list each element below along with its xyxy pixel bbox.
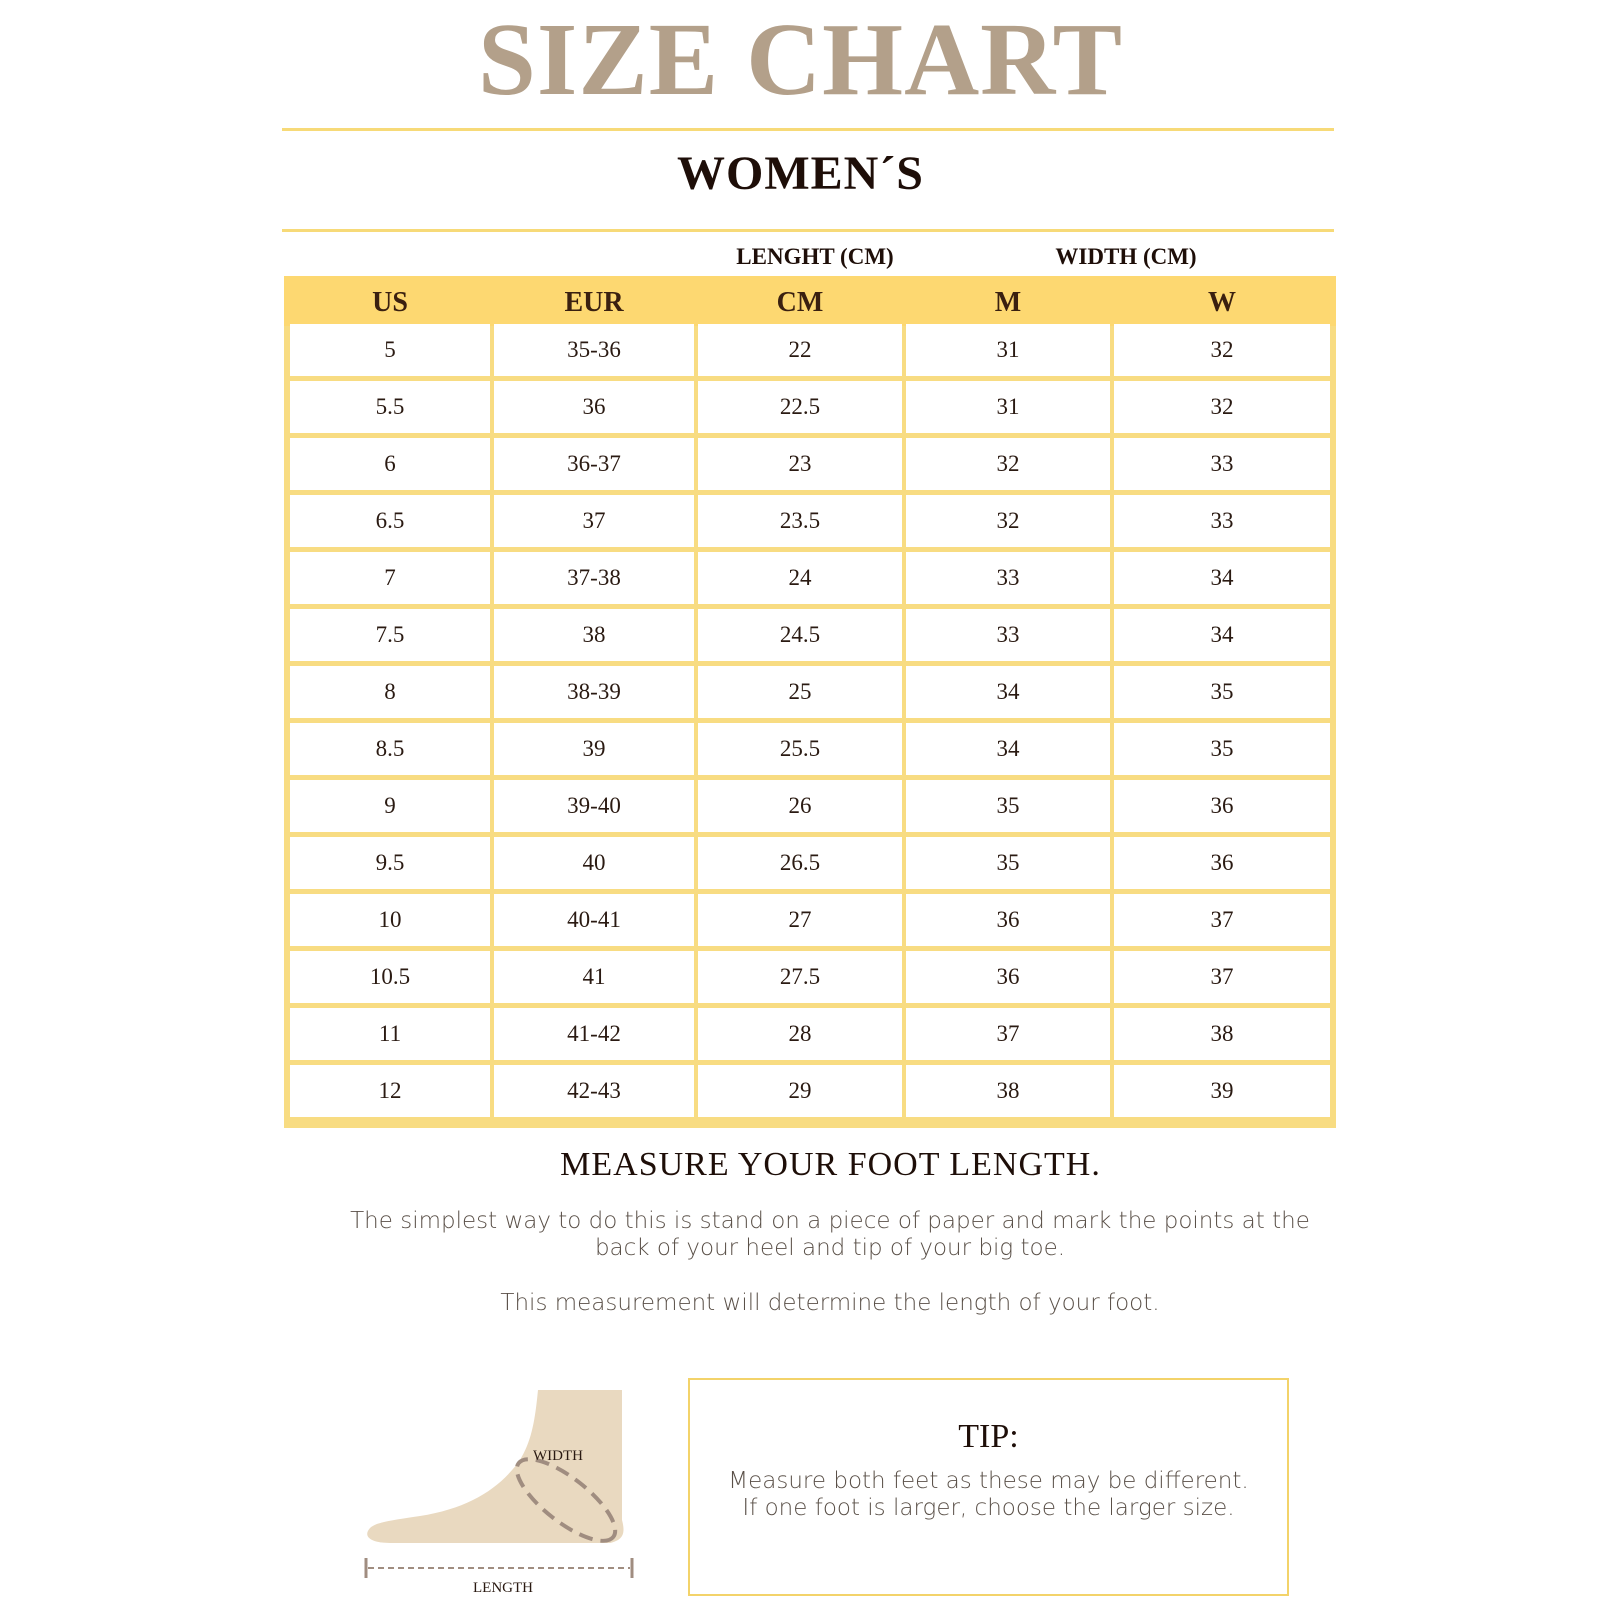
width-label: WIDTH [533,1448,583,1464]
cell-eur: 37 [494,495,694,547]
cell-w: 38 [1114,1008,1330,1060]
tip-title: TIP: [958,1418,1019,1455]
header-us: US [372,287,408,318]
cell-w: 33 [1114,438,1330,490]
cell-us: 9.5 [290,837,490,889]
cell-us: 6.5 [290,495,490,547]
cell-cm: 22 [698,324,902,376]
measure-note: This measurement will determine the length of your foot. [500,1290,1160,1316]
cell-m: 31 [906,381,1110,433]
cell-m: 35 [906,780,1110,832]
cell-m: 35 [906,837,1110,889]
cell-m: 38 [906,1065,1110,1117]
table-row [290,438,1330,490]
length-group-label: LENGHT (CM) [736,244,894,269]
cell-us: 10 [290,894,490,946]
cell-eur: 40 [494,837,694,889]
cell-m: 36 [906,894,1110,946]
table-row [290,780,1330,832]
measure-heading: MEASURE YOUR FOOT LENGTH. [560,1146,1101,1183]
table-row [290,609,1330,661]
table-row [290,324,1330,376]
table-row [290,837,1330,889]
cell-eur: 38 [494,609,694,661]
header-w: W [1208,287,1236,318]
table-row [290,666,1330,718]
cell-w: 35 [1114,666,1330,718]
cell-w: 37 [1114,951,1330,1003]
cell-w: 39 [1114,1065,1330,1117]
cell-us: 5 [290,324,490,376]
cell-w: 32 [1114,381,1330,433]
cell-m: 32 [906,438,1110,490]
cell-m: 31 [906,324,1110,376]
table-header [284,276,1336,326]
cell-eur: 38-39 [494,666,694,718]
cell-us: 10.5 [290,951,490,1003]
cell-eur: 41 [494,951,694,1003]
cell-cm: 23 [698,438,902,490]
cell-cm: 24.5 [698,609,902,661]
cell-w: 36 [1114,837,1330,889]
table-row [290,381,1330,433]
table-row [290,894,1330,946]
cell-w: 37 [1114,894,1330,946]
table-row [290,552,1330,604]
cell-m: 37 [906,1008,1110,1060]
cell-w: 34 [1114,609,1330,661]
cell-w: 35 [1114,723,1330,775]
page-title: SIZE CHART [478,2,1123,117]
table-row [290,1065,1330,1117]
cell-us: 5.5 [290,381,490,433]
cell-us: 9 [290,780,490,832]
table-row [290,951,1330,1003]
cell-us: 7.5 [290,609,490,661]
cell-us: 8 [290,666,490,718]
cell-m: 32 [906,495,1110,547]
section-divider [282,229,1334,232]
cell-m: 33 [906,552,1110,604]
cell-eur: 39-40 [494,780,694,832]
cell-cm: 22.5 [698,381,902,433]
cell-eur: 37-38 [494,552,694,604]
cell-eur: 41-42 [494,1008,694,1060]
cell-cm: 23.5 [698,495,902,547]
section-title: WOMEN´S [677,147,924,200]
measure-instructions: The simplest way to do this is stand on a piece of paper and mark the points at the back of your heel and tip of your big toe. [350,1208,1310,1261]
cell-us: 8.5 [290,723,490,775]
cell-eur: 40-41 [494,894,694,946]
length-label: LENGTH [473,1580,533,1596]
cell-w: 33 [1114,495,1330,547]
table-row [290,723,1330,775]
cell-eur: 42-43 [494,1065,694,1117]
tip-box [688,1378,1289,1596]
cell-m: 34 [906,723,1110,775]
header-m: M [994,287,1022,318]
cell-us: 7 [290,552,490,604]
cell-us: 12 [290,1065,490,1117]
size-table [284,276,1336,1128]
tip-line-2: If one foot is larger, choose the larger size. [742,1495,1235,1521]
width-group-label: WIDTH (CM) [1055,244,1197,269]
cell-cm: 28 [698,1008,902,1060]
cell-w: 34 [1114,552,1330,604]
cell-cm: 29 [698,1065,902,1117]
cell-us: 6 [290,438,490,490]
cell-cm: 26.5 [698,837,902,889]
cell-eur: 36-37 [494,438,694,490]
header-eur: EUR [564,287,624,318]
foot-illustration [360,1380,650,1601]
cell-us: 11 [290,1008,490,1060]
cell-eur: 36 [494,381,694,433]
cell-m: 34 [906,666,1110,718]
cell-w: 32 [1114,324,1330,376]
tip-line-1: Measure both feet as these may be different. [728,1468,1249,1494]
cell-m: 36 [906,951,1110,1003]
cell-m: 33 [906,609,1110,661]
cell-eur: 39 [494,723,694,775]
cell-cm: 27 [698,894,902,946]
header-cm: CM [776,287,824,318]
table-row [290,495,1330,547]
cell-w: 36 [1114,780,1330,832]
table-row [290,1008,1330,1060]
cell-cm: 27.5 [698,951,902,1003]
cell-cm: 25.5 [698,723,902,775]
top-divider [282,128,1334,131]
cell-eur: 35-36 [494,324,694,376]
cell-cm: 24 [698,552,902,604]
cell-cm: 26 [698,780,902,832]
foot-shape [367,1390,623,1543]
cell-cm: 25 [698,666,902,718]
